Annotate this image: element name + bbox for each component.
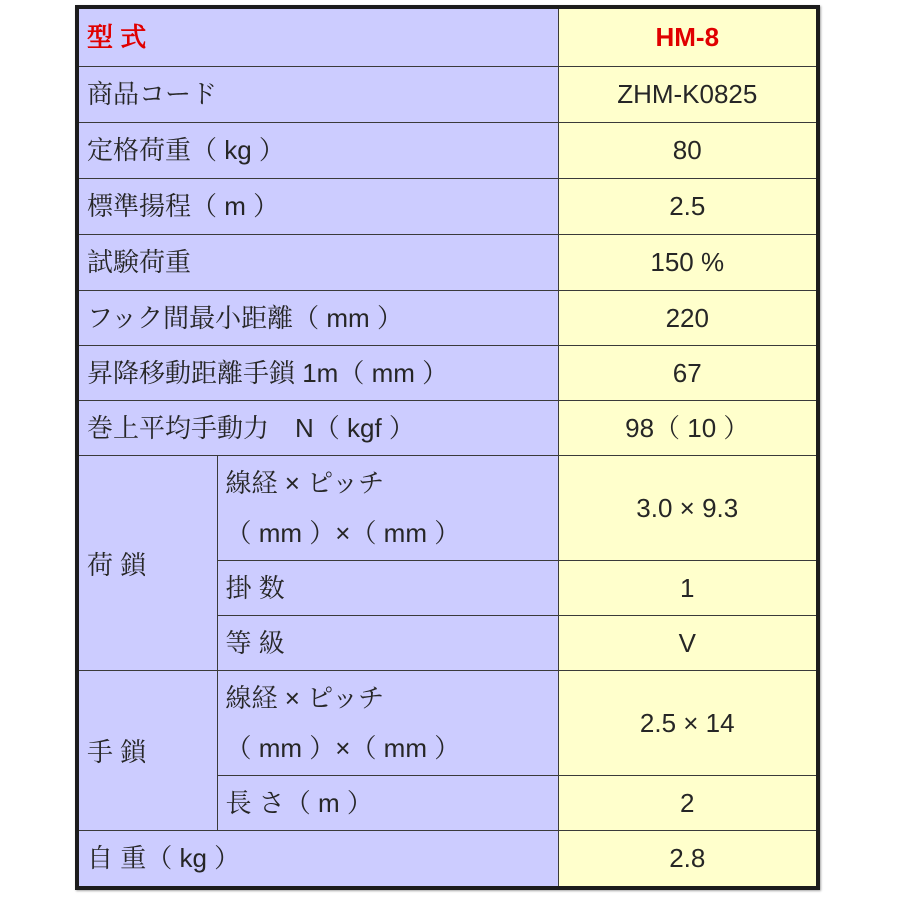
value-load-chain-falls: 1: [558, 560, 816, 615]
value-hand-chain-length: 2: [558, 775, 816, 830]
table-row-product-code: [79, 66, 816, 122]
table-row-standard-lift: [79, 178, 816, 234]
label-lift-per-hand-chain: 昇降移動距離手鎖 1m（ mm ）: [79, 345, 558, 400]
value-lift-per-hand-chain: 67: [558, 345, 816, 400]
label-standard-lift: 標準揚程（ m ）: [79, 178, 558, 234]
table-row-test-load: [79, 234, 816, 290]
spec-table-frame: [75, 5, 820, 890]
value-net-weight: 2.8: [558, 830, 816, 886]
value-min-hook-distance: 220: [558, 290, 816, 345]
value-hand-chain-size: 2.5 × 14: [558, 670, 816, 775]
table-row-min-hook-distance: [79, 290, 816, 345]
label-hand-chain: 手 鎖: [79, 670, 217, 830]
label-load-chain-falls: 掛 数: [217, 560, 558, 615]
table-row-load-chain-size: [79, 455, 816, 560]
value-standard-lift: 2.5: [558, 178, 816, 234]
table-row-lift-per-hand-chain: [79, 345, 816, 400]
label-rated-load: 定格荷重（ kg ）: [79, 122, 558, 178]
table-row-hand-chain-size: [79, 670, 816, 775]
label-avg-hand-pull: 巻上平均手動力 N（ kgf ）: [79, 400, 558, 455]
table-row-model: [79, 9, 816, 66]
label-test-load: 試験荷重: [79, 234, 558, 290]
table-row-rated-load: [79, 122, 816, 178]
value-test-load: 150 %: [558, 234, 816, 290]
label-load-chain-size-line2: （ mm ）×（ mm ）: [225, 517, 461, 548]
label-hand-chain-size-line1: 線経 × ピッチ: [225, 682, 385, 713]
label-load-chain-grade: 等 級: [217, 615, 558, 670]
label-hand-chain-length: 長 さ（ m ）: [217, 775, 558, 830]
table-row-avg-hand-pull: [79, 400, 816, 455]
value-load-chain-grade: V: [558, 615, 816, 670]
label-net-weight: 自 重（ kg ）: [79, 830, 558, 886]
value-load-chain-size: 3.0 × 9.3: [558, 455, 816, 560]
label-product-code: 商品コード: [79, 66, 558, 122]
label-hand-chain-size-line2: （ mm ）×（ mm ）: [225, 732, 461, 763]
value-model: HM-8: [558, 9, 816, 66]
spec-table: [79, 9, 816, 886]
label-load-chain: 荷 鎖: [79, 455, 217, 670]
value-product-code: ZHM-K0825: [558, 66, 816, 122]
label-min-hook-distance: フック間最小距離（ mm ）: [79, 290, 558, 345]
label-load-chain-size: [217, 455, 558, 560]
label-hand-chain-size: [217, 670, 558, 775]
label-load-chain-size-line1: 線経 × ピッチ: [225, 467, 385, 498]
label-model: 型 式: [79, 9, 558, 66]
value-avg-hand-pull: 98（ 10 ）: [558, 400, 816, 455]
table-row-net-weight: [79, 830, 816, 886]
value-rated-load: 80: [558, 122, 816, 178]
